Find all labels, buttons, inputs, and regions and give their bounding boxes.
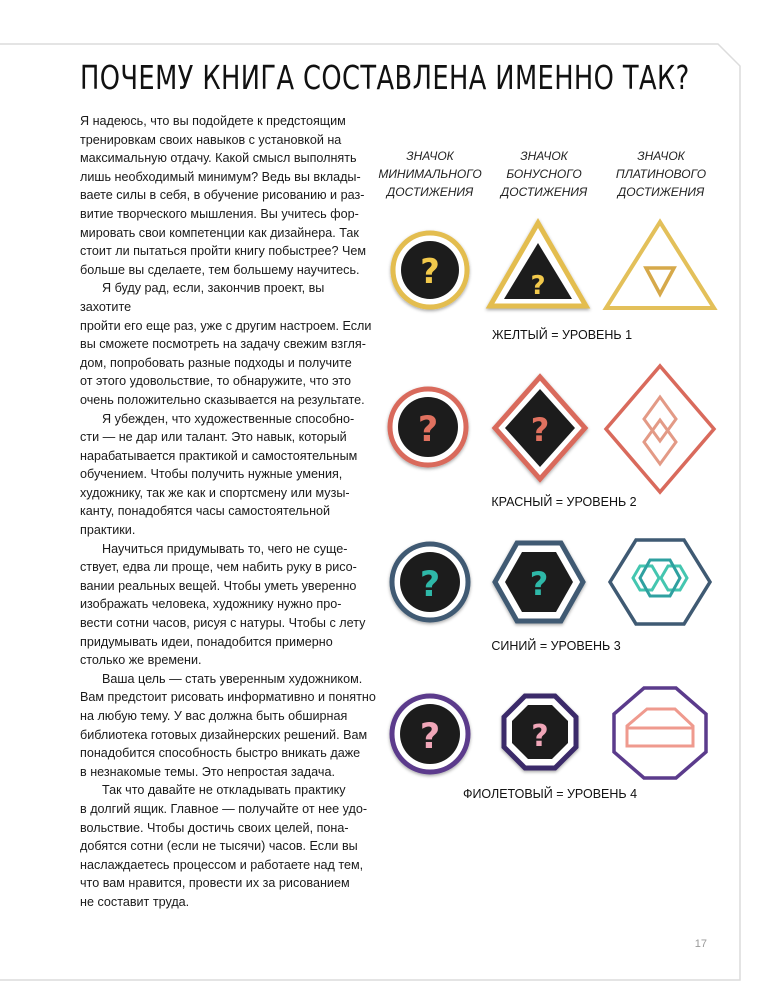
heading-bonus-badge: ЗНАЧОК БОНУСНОГО ДОСТИЖЕНИЯ — [500, 149, 588, 199]
body-line: столько же времени. — [80, 653, 202, 668]
yellow-platinum-badge — [606, 222, 714, 308]
violet-bonus-badge — [504, 696, 576, 768]
level-label-violet: ФИОЛЕТОВЫЙ = УРОВЕНЬ 4 — [462, 787, 638, 801]
body-line: не составит труда. — [80, 894, 190, 909]
level-label-blue: СИНИЙ = УРОВЕНЬ 3 — [491, 639, 621, 653]
body-line: практики. — [80, 523, 136, 538]
red-bonus-badge — [495, 377, 585, 479]
body-line: Я убежден, что художественные способно- — [102, 411, 355, 426]
body-line: сти — не дар или талант. Это навык, который — [80, 430, 347, 445]
body-line: вании реальных вещей. Чтобы уметь уверенно — [80, 578, 357, 593]
body-line: изображать человека, художнику нужно про- — [80, 597, 342, 612]
body-line: что вам нравится, провести их за рисованием — [80, 876, 350, 891]
svg-text:?: ? — [420, 252, 440, 292]
svg-text:?: ? — [419, 717, 441, 757]
level-label-yellow: ЖЕЛТЫЙ = УРОВЕНЬ 1 — [491, 328, 633, 342]
body-line: Ваша цель — стать уверенным художником. — [102, 671, 363, 686]
body-line: тренировкам своих навыков с установкой на — [80, 132, 342, 147]
yellow-bonus-badge — [490, 223, 586, 306]
body-line: наслаждаетесь процессом и работаете над тем, — [80, 857, 364, 872]
svg-text:?: ? — [417, 410, 439, 450]
body-line: понадобится способность быстро вникать даже — [80, 746, 361, 761]
body-line: очень положительно сказывается на результате. — [80, 392, 365, 407]
level-label-red: КРАСНЫЙ = УРОВЕНЬ 2 — [491, 495, 637, 509]
yellow-minimal-badge — [393, 233, 467, 307]
body-line: пройти его еще раз, уже с другим настроем. Если — [80, 318, 372, 333]
body-line: канту, понадобятся часы самостоятельной — [80, 504, 331, 519]
violet-platinum-badge — [614, 688, 706, 778]
body-line: художнику, так же как и спортсмену или музы- — [80, 485, 350, 500]
body-line: лишь необходимый минимум? Ведь вы вклады- — [80, 169, 361, 184]
body-line: Вам предстоит рисовать информативно и понятно — [80, 690, 376, 705]
body-line: библиотека готовых дизайнерских решений. Вам — [80, 727, 368, 742]
body-line: Научиться придумывать то, чего не суще- — [102, 541, 348, 556]
body-line: вольствие. Чтобы достичь своих целей, пона- — [80, 820, 349, 835]
body-line: ваете силы в себя, в обучение рисованию и раз- — [80, 188, 365, 203]
body-line: от этого удовольствие, то обнаружите, что это — [80, 374, 351, 389]
red-minimal-badge — [390, 389, 466, 465]
body-line: вести сотни часов, рисуя с натуры. Чтобы с лету — [80, 616, 366, 631]
svg-text:?: ? — [530, 411, 550, 449]
body-line: придумывать идеи, понадобится примерно — [80, 634, 333, 649]
blue-bonus-badge — [495, 543, 583, 621]
svg-text:?: ? — [529, 565, 549, 603]
body-line: витие творческого мышления. Вы учитесь фор- — [80, 206, 359, 221]
heading-platinum-badge: ЗНАЧОК ПЛАТИНОВОГО ДОСТИЖЕНИЯ — [615, 149, 707, 199]
body-line: Я надеюсь, что вы подойдете к предстоящим — [80, 114, 346, 128]
body-line: стоит ли пытаться пройти книгу побыстрее? Чем — [80, 244, 367, 259]
svg-text:?: ? — [530, 271, 546, 301]
body-line: мировать свои компетенции как дизайнера. Так — [80, 225, 359, 240]
body-line: добятся сотни (если не тысячи) часов. Если вы — [80, 839, 358, 854]
page-number: 17 — [694, 938, 707, 950]
blue-platinum-badge — [610, 540, 710, 624]
red-platinum-badge — [606, 366, 714, 492]
body-line: в незнакомые темы. Это непростая задача. — [80, 764, 335, 779]
body-line: ствует, едва ли проще, чем набить руку в рисо- — [80, 560, 357, 575]
body-line: нарабатывается практикой и самостоятельным — [80, 448, 358, 463]
body-line: больше вы сделаете, тем большему научитесь. — [80, 262, 360, 277]
body-line: дом, попробовать разные подходы и получите — [80, 355, 352, 370]
svg-text:?: ? — [419, 565, 441, 605]
body-line: на любую тему. У вас должна быть обширная — [80, 709, 348, 723]
violet-minimal-badge — [392, 696, 468, 772]
body-line: Я буду рад, если, закончив проект, вы захотите — [80, 281, 325, 314]
svg-text:?: ? — [531, 719, 549, 754]
page-title: ПОЧЕМУ КНИГА СОСТАВЛЕНА ИМЕННО ТАК? — [80, 58, 690, 97]
blue-minimal-badge — [392, 544, 468, 620]
body-line: Так что давайте не откладывать практику — [102, 783, 346, 798]
body-line: обучением. Чтобы получить нужные умения, — [80, 467, 343, 482]
body-line: максимальную отдачу. Какой смысл выполнять — [80, 151, 357, 166]
body-line: вы сможете посмотреть на задачу свежим взгля- — [80, 337, 366, 352]
body-line: в долгий ящик. Главное — получайте от нее удо- — [80, 801, 368, 816]
heading-minimal-badge: ЗНАЧОК МИНИМАЛЬНОГО ДОСТИЖЕНИЯ — [378, 149, 482, 199]
